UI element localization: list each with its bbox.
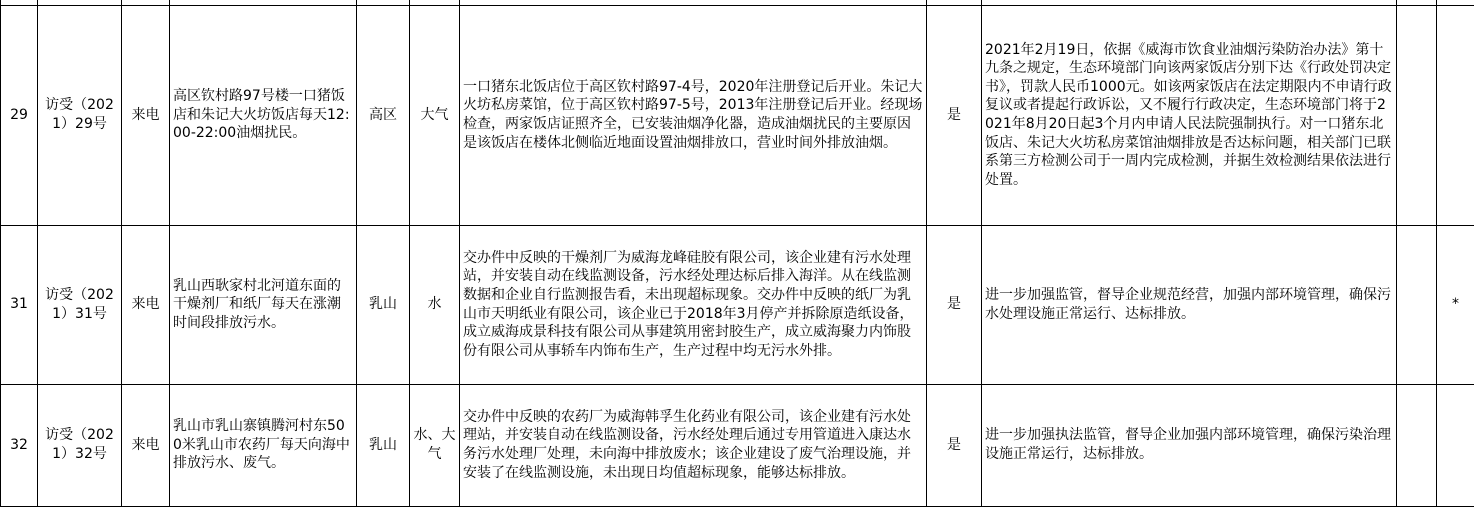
investigation-result: 一口猪东北饭店位于高区钦村路97-4号，2020年注册登记后开业。朱记大火坊私房菜馆，位于高区钦村路97-5号，2013年注册登记后开业。经现场检查，两家饭店证照齐全，已安装油烟净化器，造成油烟扰民的主要原因是该饭店在楼体北侧临近地面设置油烟排放口，营业时间外排放油烟。 xyxy=(460,5,927,225)
verified: 是 xyxy=(927,384,982,506)
mark-blank xyxy=(1397,384,1437,506)
handling-result: 2021年2月19日，依据《威海市饮食业油烟污染防治办法》第十九条之规定，生态环境部门向该两家饭店分别下达《行政处罚决定书》，罚款人民币1000元。如该两家饭店在法定期限内不申请行政复议或者提起行政诉讼，又不履行行政决定，生态环境部门将于2021年8月20日起3个月内申请人民法院强制执行。对一口猪东北饭店、朱记大火坊私房菜馆油烟排放是否达标问题，相关部门已联系第三方检测公司于一周内完成检测，并据生效检测结果依法进行处置。 xyxy=(982,5,1397,225)
table-row xyxy=(1,225,1474,384)
extra-blank xyxy=(1437,384,1474,506)
pollution-type: 水、大气 xyxy=(410,384,460,506)
mark-blank xyxy=(1397,5,1437,225)
complaint-content: 乳山西耿家村北河道东面的干燥剂厂和纸厂每天在涨潮时间段排放污水。 xyxy=(170,225,357,384)
region: 高区 xyxy=(357,5,410,225)
source: 来电 xyxy=(122,384,170,506)
case-id: 访受（2021）31号 xyxy=(38,225,122,384)
table-row xyxy=(1,384,1474,506)
verified: 是 xyxy=(927,5,982,225)
pollution-type: 水 xyxy=(410,225,460,384)
extra-blank xyxy=(1397,225,1437,384)
pollution-type: 大气 xyxy=(410,5,460,225)
row-number: 31 xyxy=(1,225,38,384)
complaint-content: 乳山市乳山寨镇腾河村东500米乳山市农药厂每天向海中排放污水、废气。 xyxy=(170,384,357,506)
source: 来电 xyxy=(122,5,170,225)
row-number: 32 xyxy=(1,384,38,506)
extra-blank xyxy=(1437,5,1474,225)
source: 来电 xyxy=(122,225,170,384)
investigation-result: 交办件中反映的农药厂为威海韩孚生化药业有限公司，该企业建有污水处理站，并安装自动在线监测设备，污水经处理后通过专用管道进入康达水务污水处理厂处理，未向海中排放废水；该企业建设了废气治理设施，并安装了在线监测设施，未出现日均值超标现象，能够达标排放。 xyxy=(460,384,927,506)
region: 乳山 xyxy=(357,225,410,384)
investigation-result: 交办件中反映的干燥剂厂为威海龙峰硅胶有限公司，该企业建有污水处理站，并安装自动在线监测设备，污水经处理达标后排入海洋。从在线监测数据和企业自行监测报告看，未出现超标现象。交办件中反映的纸厂为乳山市天明纸业有限公司，该企业已于2018年3月停产并拆除原造纸设备，成立威海成景科技有限公司从事建筑用密封胶生产，成立威海聚力内饰股份有限公司从事轿车内饰布生产，生产过程中均无污水外排。 xyxy=(460,225,927,384)
region: 乳山 xyxy=(357,384,410,506)
table-row xyxy=(1,5,1474,225)
case-id: 访受（2021）32号 xyxy=(38,384,122,506)
complaint-content: 高区钦村路97号楼一口猪饭店和朱记大火坊饭店每天12:00-22:00油烟扰民。 xyxy=(170,5,357,225)
case-id: 访受（2021）29号 xyxy=(38,5,122,225)
handling-result: 进一步加强监管，督导企业规范经营，加强内部环境管理，确保污水处理设施正常运行、达标排放。 xyxy=(982,225,1397,384)
verified: 是 xyxy=(927,225,982,384)
star-mark: * xyxy=(1437,225,1474,384)
row-number: 29 xyxy=(1,5,38,225)
handling-result: 进一步加强执法监管，督导企业加强内部环境管理，确保污染治理设施正常运行，达标排放。 xyxy=(982,384,1397,506)
